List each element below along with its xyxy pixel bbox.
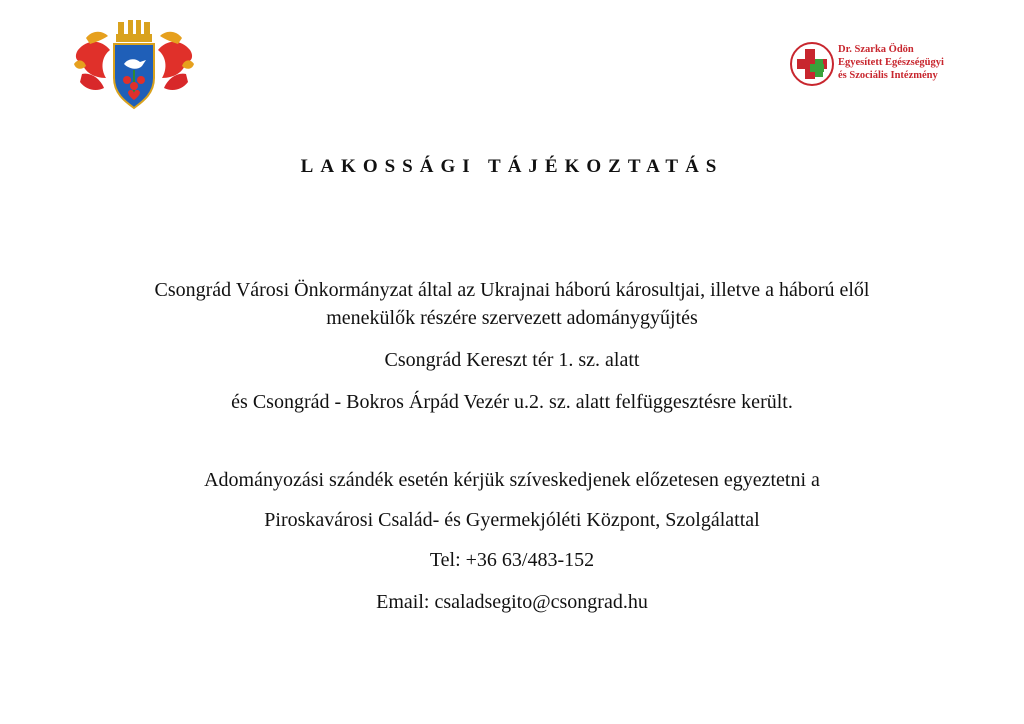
contact-request-line: Adományozási szándék esetén kérjük szíveskedjenek előzetesen egyeztetni a [204,469,820,491]
email-line: Email: csaladsegito@csongrad.hu [376,591,648,613]
location-line-1: Csongrád Kereszt tér 1. sz. alatt [384,349,640,371]
coat-of-arms-logo [72,16,196,112]
institution-name-line-3: és Szociális Intézmény [838,70,938,81]
center-name-line: Piroskavárosi Család- és Gyermekjóléti Központ, Szolgálattal [264,509,760,531]
donation-line-2: menekülők részére szervezett adománygyűjtés [326,307,698,329]
institution-name-line-1: Dr. Szarka Ödön [838,44,914,55]
phone-line: Tel: +36 63/483-152 [429,549,595,571]
donation-line-1: Csongrád Városi Önkormányzat által az Ukrajnai háború károsultjai, illetve a háború elől [154,279,870,301]
institution-name-line-2: Egyesített Egészségügyi [838,57,944,68]
medical-cross-icon [788,40,836,88]
institution-logo [788,40,988,92]
notice-title: LAKOSSÁGI TÁJÉKOZTATÁS [300,156,724,177]
donation-paragraph [60,276,964,332]
location-line-2: és Csongrád - Bokros Árpád Vezér u.2. sz. alatt felfüggesztésre került. [231,391,793,413]
